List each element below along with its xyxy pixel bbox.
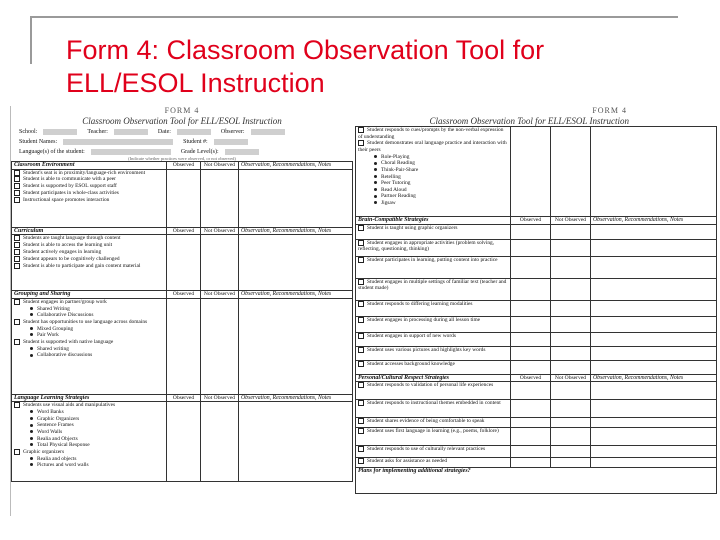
bullet-icon (30, 333, 33, 336)
checkbox-icon[interactable] (14, 319, 20, 325)
student-num-field[interactable] (214, 139, 248, 145)
not-observed-cell[interactable] (551, 224, 591, 239)
not-observed-cell[interactable] (551, 278, 591, 300)
checkbox-icon[interactable] (358, 428, 364, 434)
observed-cell[interactable] (167, 169, 201, 227)
strategies-heading: Language Learning Strategies (12, 394, 167, 402)
slide-title-line1: Form 4: Classroom Observation Tool for (66, 35, 545, 65)
notes-cell[interactable] (591, 382, 717, 400)
personal-row (356, 418, 717, 428)
sub-item: Collaborative Discussions (14, 312, 164, 319)
not-observed-cell[interactable] (551, 346, 591, 360)
brain-heading: Brain-Compatible Strategies (356, 217, 511, 225)
observed-cell[interactable] (511, 446, 551, 458)
checklist-item[interactable]: Students use visual aids and manipulatives (14, 402, 164, 409)
right-form-label: FORM 4 (592, 106, 627, 115)
checkbox-icon[interactable] (358, 140, 364, 146)
not-observed-cell[interactable] (551, 127, 591, 217)
sub-item: Realia and Objects (14, 436, 164, 443)
bullet-icon (30, 307, 33, 310)
col-not-observed: Not Observed (551, 217, 591, 225)
brain-item[interactable]: Student responds to differing learning modalities (356, 300, 511, 316)
sub-item: Total Physical Response (14, 442, 164, 449)
slide-title-line2: ELL/ESOL Instruction (66, 68, 325, 98)
personal-header-row (356, 374, 717, 382)
grouping-header-row (12, 291, 353, 299)
sub-item: Mixed Grouping (14, 326, 164, 333)
col-notes: Observation, Recommendations, Notes (239, 291, 353, 299)
not-observed-cell[interactable] (551, 360, 591, 374)
bullet-icon (374, 155, 377, 158)
bullet-icon (30, 313, 33, 316)
observed-cell[interactable] (511, 332, 551, 346)
sub-item: Pictures and word walls (14, 462, 164, 469)
brain-item[interactable]: Student is taught using graphic organizers (356, 224, 511, 239)
brain-row (356, 332, 717, 346)
col-observed: Observed (167, 291, 201, 299)
checkbox-icon[interactable] (14, 263, 20, 269)
col-not-observed: Not Observed (201, 394, 239, 402)
info-row-3 (11, 148, 353, 156)
checkbox-icon[interactable] (14, 449, 20, 455)
brain-item[interactable]: Student engages in processing during all lesson time (356, 316, 511, 332)
sub-item: Word Walls (14, 429, 164, 436)
checkbox-icon[interactable] (14, 235, 20, 241)
sub-item: Word Banks (14, 409, 164, 416)
observed-cell[interactable] (511, 316, 551, 332)
bullet-icon (374, 175, 377, 178)
notes-cell[interactable] (591, 127, 717, 217)
bullet-icon (374, 181, 377, 184)
checklist-item[interactable]: Student demonstrates oral language practice and interaction with their peers (358, 140, 507, 154)
col-observed: Observed (167, 227, 201, 235)
notes-cell[interactable] (591, 278, 717, 300)
observed-cell[interactable] (511, 239, 551, 256)
sub-item: Collaborative discussions (14, 352, 164, 359)
col-not-observed: Not Observed (551, 374, 591, 382)
right-form (355, 106, 717, 516)
bullet-icon (374, 195, 377, 198)
bullet-icon (30, 347, 33, 350)
student-names-label: Student Names: (19, 139, 58, 145)
checklist-item[interactable]: Student engages in partner/group work (14, 299, 164, 306)
checklist-item[interactable]: Students are taught language through content (14, 235, 164, 242)
bullet-icon (30, 437, 33, 440)
curriculum-items (12, 235, 167, 291)
checkbox-icon[interactable] (358, 347, 364, 353)
notes-cell[interactable] (591, 256, 717, 278)
not-observed-cell[interactable] (201, 402, 239, 482)
brain-row (356, 239, 717, 256)
checkbox-icon[interactable] (358, 458, 364, 464)
sub-item: Think-Pair-Share (358, 167, 508, 174)
sub-item: Jigsaw (358, 200, 508, 207)
checkbox-icon[interactable] (14, 197, 20, 203)
checkbox-icon[interactable] (358, 333, 364, 339)
bullet-icon (374, 201, 377, 204)
grade-levels-label: Grade Level(s): (180, 149, 219, 155)
checkbox-icon[interactable] (358, 400, 364, 406)
info-row-2 (11, 138, 353, 146)
brain-row (356, 316, 717, 332)
col-not-observed: Not Observed (201, 227, 239, 235)
brain-row (356, 346, 717, 360)
right-observation-table (355, 126, 717, 494)
checkbox-icon[interactable] (358, 317, 364, 323)
checkbox-icon[interactable] (358, 361, 364, 367)
notes-cell[interactable] (591, 239, 717, 256)
not-observed-cell[interactable] (551, 239, 591, 256)
notes-cell[interactable] (591, 418, 717, 428)
checkbox-icon[interactable] (358, 240, 364, 246)
checkbox-icon[interactable] (14, 190, 20, 196)
plans-prompt[interactable]: Plans for implementing additional strategies? (356, 468, 717, 494)
personal-item[interactable]: Student responds to instructional themes embedded in content (356, 400, 511, 418)
left-form-label: FORM 4 (164, 106, 200, 115)
col-observed: Observed (511, 374, 551, 382)
not-observed-cell[interactable] (201, 298, 239, 394)
checkbox-icon[interactable] (358, 382, 364, 388)
notes-cell[interactable] (591, 332, 717, 346)
date-field[interactable] (177, 129, 211, 135)
left-form-title: Classroom Observation Tool for ELL/ESOL Instruction (82, 116, 282, 126)
environment-items-row (12, 169, 353, 227)
strategies-items (12, 402, 167, 482)
checkbox-icon[interactable] (14, 176, 20, 182)
bullet-icon (30, 410, 33, 413)
brain-header-row (356, 217, 717, 225)
date-label: Date: (157, 129, 171, 135)
strategies-items-row (12, 402, 353, 482)
sub-item: Shared writing (14, 346, 164, 353)
notes-cell[interactable] (239, 169, 353, 227)
not-observed-cell[interactable] (551, 418, 591, 428)
observed-cell[interactable] (167, 402, 201, 482)
col-notes: Observation, Recommendations, Notes (239, 227, 353, 235)
student-names-field[interactable] (63, 139, 173, 145)
observed-cell[interactable] (511, 127, 551, 217)
student-num-label: Student #: (183, 139, 208, 145)
observed-cell[interactable] (511, 256, 551, 278)
notes-cell[interactable] (239, 235, 353, 291)
checkbox-icon[interactable] (14, 249, 20, 255)
not-observed-cell[interactable] (551, 458, 591, 468)
teacher-label: Teacher: (87, 129, 108, 135)
sub-item: Partner Reading (358, 193, 508, 200)
checkbox-icon[interactable] (14, 242, 20, 248)
sub-item: Role-Playing (358, 154, 508, 161)
notes-cell[interactable] (591, 300, 717, 316)
checkbox-icon[interactable] (358, 127, 364, 133)
slide-rule-left (30, 16, 32, 64)
sub-item: Graphic Organizers (14, 416, 164, 423)
notes-cell[interactable] (591, 458, 717, 468)
brain-item[interactable]: Student engages in appropriate activities (problem solving, reflecting, questioning, thinking) (356, 239, 511, 256)
sub-item: Pair Work (14, 332, 164, 339)
checklist-item[interactable]: Student appears to be cognitively challenged (14, 256, 164, 263)
personal-row (356, 446, 717, 458)
not-observed-cell[interactable] (551, 332, 591, 346)
not-observed-cell[interactable] (551, 256, 591, 278)
brain-row (356, 278, 717, 300)
personal-row (356, 400, 717, 418)
notes-cell[interactable] (591, 224, 717, 239)
checklist-item[interactable]: Student is able to participate and gain content material (14, 263, 164, 270)
school-field[interactable] (43, 129, 77, 135)
bullet-icon (30, 417, 33, 420)
observed-cell[interactable] (511, 418, 551, 428)
personal-item[interactable]: Student asks for assistance as needed (356, 458, 511, 468)
grade-levels-field[interactable] (225, 149, 259, 155)
personal-row (356, 458, 717, 468)
not-observed-cell[interactable] (551, 400, 591, 418)
notes-cell[interactable] (591, 400, 717, 418)
personal-item[interactable]: Student uses first language in learning (e.g., poems, folklore) (356, 428, 511, 446)
checklist-item[interactable]: Student has opportunities to use language across domains (14, 319, 164, 326)
left-form (10, 106, 353, 516)
checklist-item[interactable]: Student is supported by ESOL support staff (14, 183, 164, 190)
personal-heading: Personal/Cultural Respect Strategies (356, 374, 511, 382)
notes-cell[interactable] (239, 402, 353, 482)
brain-item[interactable]: Student engages in support of new words (356, 332, 511, 346)
bullet-icon (30, 457, 33, 460)
form-note: (Indicate whether practices were observed, or not observed) (128, 156, 236, 161)
observer-field[interactable] (251, 129, 285, 135)
checklist-item[interactable]: Student is able to communicate with a peer (14, 176, 164, 183)
right-form-header (355, 106, 717, 116)
observed-cell[interactable] (511, 428, 551, 446)
not-observed-cell[interactable] (201, 235, 239, 291)
checkbox-icon[interactable] (358, 301, 364, 307)
curriculum-heading: Curriculum (12, 227, 167, 235)
personal-row (356, 428, 717, 446)
checklist-item[interactable]: Student actively engages in learning (14, 249, 164, 256)
brain-row (356, 256, 717, 278)
grouping-heading: Grouping and Sharing (12, 291, 167, 299)
brain-item[interactable]: Student participates in learning, putting content into practice (356, 256, 511, 278)
notes-cell[interactable] (591, 346, 717, 360)
brain-item[interactable]: Student engages in multiple settings of familiar text (teacher and student made) (356, 278, 511, 300)
checklist-item[interactable]: Student is supported with native language (14, 339, 164, 346)
not-observed-cell[interactable] (551, 428, 591, 446)
personal-item[interactable]: Student responds to use of culturally relevant practices (356, 446, 511, 458)
checklist-item[interactable]: Instructional space promotes interaction (14, 197, 164, 204)
brain-row (356, 224, 717, 239)
notes-cell[interactable] (239, 298, 353, 394)
bullet-icon (30, 424, 33, 427)
not-observed-cell[interactable] (201, 169, 239, 227)
observer-label: Observer: (220, 129, 245, 135)
sub-item: Retelling (358, 174, 508, 181)
bullet-icon (30, 443, 33, 446)
teacher-field[interactable] (114, 129, 148, 135)
sub-item: Read Aloud (358, 187, 508, 194)
observed-cell[interactable] (511, 300, 551, 316)
not-observed-cell[interactable] (551, 316, 591, 332)
environment-items (12, 169, 167, 227)
right-form-title: Classroom Observation Tool for ELL/ESOL Instruction (429, 116, 629, 126)
col-notes: Observation, Recommendations, Notes (239, 394, 353, 402)
checkbox-icon[interactable] (358, 257, 364, 263)
left-observation-table (11, 161, 353, 482)
personal-row (356, 382, 717, 400)
sub-item: Peer Tutoring (358, 180, 508, 187)
observed-cell[interactable] (511, 382, 551, 400)
col-observed: Observed (167, 394, 201, 402)
checkbox-icon[interactable] (358, 279, 364, 285)
school-label: School: (19, 129, 38, 135)
bullet-icon (374, 162, 377, 165)
observed-cell[interactable] (511, 360, 551, 374)
languages-label: Language(s) of the student: (19, 149, 85, 155)
bullet-icon (374, 168, 377, 171)
col-observed: Observed (167, 162, 201, 170)
top-items-row (356, 127, 717, 217)
not-observed-cell[interactable] (551, 300, 591, 316)
observed-cell[interactable] (511, 458, 551, 468)
checkbox-icon[interactable] (358, 225, 364, 231)
languages-field[interactable] (91, 149, 171, 155)
strategies-header-row (12, 394, 353, 402)
sub-item: Choral Reading (358, 160, 508, 167)
curriculum-items-row (12, 235, 353, 291)
not-observed-cell[interactable] (551, 446, 591, 458)
left-form-header (11, 106, 353, 126)
observed-cell[interactable] (511, 400, 551, 418)
brain-row (356, 300, 717, 316)
observed-cell[interactable] (511, 224, 551, 239)
environment-header-row (12, 162, 353, 170)
checkbox-icon[interactable] (14, 170, 20, 176)
brain-item[interactable]: Student uses various pictures and highlights key words (356, 346, 511, 360)
brain-item[interactable]: Student accesses background knowledge (356, 360, 511, 374)
sub-item: Sentence Frames (14, 422, 164, 429)
observed-cell[interactable] (167, 235, 201, 291)
environment-heading: Classroom Environment (12, 162, 167, 170)
checkbox-icon[interactable] (14, 402, 20, 408)
slide-title (66, 34, 686, 100)
observed-cell[interactable] (511, 346, 551, 360)
sub-item: Shared Writing (14, 306, 164, 313)
sub-item: Realia and objects (14, 456, 164, 463)
checklist-item[interactable]: Student responds to cues/prompts by the non-verbal expression of understanding (358, 127, 504, 140)
right-form-title-wrap (355, 116, 717, 126)
col-notes: Observation, Recommendations, Notes (239, 162, 353, 170)
bullet-icon (30, 430, 33, 433)
grouping-items-row (12, 298, 353, 394)
checkbox-icon[interactable] (14, 299, 20, 305)
personal-item[interactable]: Student responds to validation of personal life experiences (356, 382, 511, 400)
checkbox-icon[interactable] (358, 418, 364, 424)
brain-row (356, 360, 717, 374)
checklist-item[interactable]: Student's seat is in proximity/language-rich environment (14, 170, 164, 177)
checklist-item[interactable]: Graphic organizers (14, 449, 164, 456)
checkbox-icon[interactable] (14, 256, 20, 262)
observed-cell[interactable] (167, 298, 201, 394)
notes-cell[interactable] (591, 428, 717, 446)
personal-item[interactable]: Student shares evidence of being comfortable to speak (356, 418, 511, 428)
top-items (356, 127, 511, 217)
checkbox-icon[interactable] (358, 446, 364, 452)
not-observed-cell[interactable] (551, 382, 591, 400)
grouping-items (12, 298, 167, 394)
bullet-icon (374, 188, 377, 191)
col-not-observed: Not Observed (201, 162, 239, 170)
bullet-icon (30, 354, 33, 357)
info-row-1 (11, 128, 353, 136)
checkbox-icon[interactable] (14, 183, 20, 189)
notes-cell[interactable] (591, 360, 717, 374)
notes-cell[interactable] (591, 446, 717, 458)
bullet-icon (30, 327, 33, 330)
checkbox-icon[interactable] (14, 339, 20, 345)
curriculum-header-row (12, 227, 353, 235)
footer-row (356, 468, 717, 494)
slide-rule-top (30, 16, 678, 18)
checklist-item[interactable]: Student participates in whole-class activities (14, 190, 164, 197)
observed-cell[interactable] (511, 278, 551, 300)
col-notes: Observation, Recommendations, Notes (591, 217, 717, 225)
col-not-observed: Not Observed (201, 291, 239, 299)
col-observed: Observed (511, 217, 551, 225)
checklist-item[interactable]: Student is able to access the learning unit (14, 242, 164, 249)
bullet-icon (30, 463, 33, 466)
notes-cell[interactable] (591, 316, 717, 332)
col-notes: Observation, Recommendations, Notes (591, 374, 717, 382)
